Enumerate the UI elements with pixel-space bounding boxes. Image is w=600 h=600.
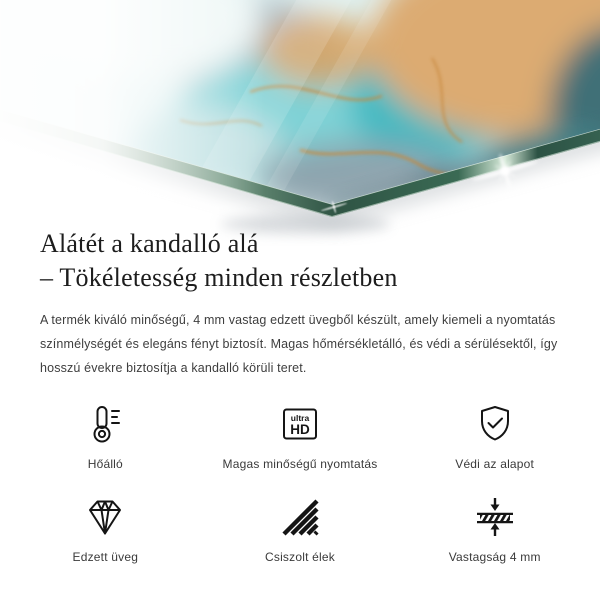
title-line-2: – Tökéletesség minden részletben [40, 263, 398, 292]
feature-thickness [397, 493, 592, 564]
thickness-icon [473, 493, 517, 541]
feature-tempered-glass [8, 493, 203, 564]
page-title [40, 227, 398, 295]
bevel-edges-icon [278, 493, 322, 541]
white-fade [0, 0, 265, 250]
feature-heat-resistant [8, 400, 203, 471]
feature-label: Magas minőségű nyomtatás [222, 457, 378, 471]
feature-label: Hőálló [87, 457, 123, 471]
svg-text:ultra: ultra [290, 413, 310, 423]
feature-protects-base [397, 400, 592, 471]
svg-text:HD: HD [290, 422, 310, 437]
feature-label: Vastagság 4 mm [448, 550, 541, 564]
ultra-hd-icon [278, 400, 322, 448]
shield-check-icon [473, 400, 517, 448]
feature-label: Edzett üveg [72, 550, 139, 564]
diamond-icon [83, 493, 127, 541]
product-image [0, 0, 600, 250]
feature-label: Védi az alapot [455, 457, 535, 471]
feature-label: Csiszolt élek [265, 550, 335, 564]
thermometer-icon [83, 400, 127, 448]
product-description: A termék kiváló minőségű, 4 mm vastag edzett üvegből készült, amely kiemeli a nyomtatás színmélységét és elegáns fényt biztosít. Magas hőmérsékletálló, és védi a sérülésektől, így hosszú évekre biztosítja a kandalló körüli teret. [40, 313, 558, 375]
features-grid [8, 400, 592, 564]
feature-print-quality [203, 400, 398, 471]
title-line-1: Alátét a kandalló alá [40, 229, 259, 258]
feature-polished-edges [203, 493, 398, 564]
